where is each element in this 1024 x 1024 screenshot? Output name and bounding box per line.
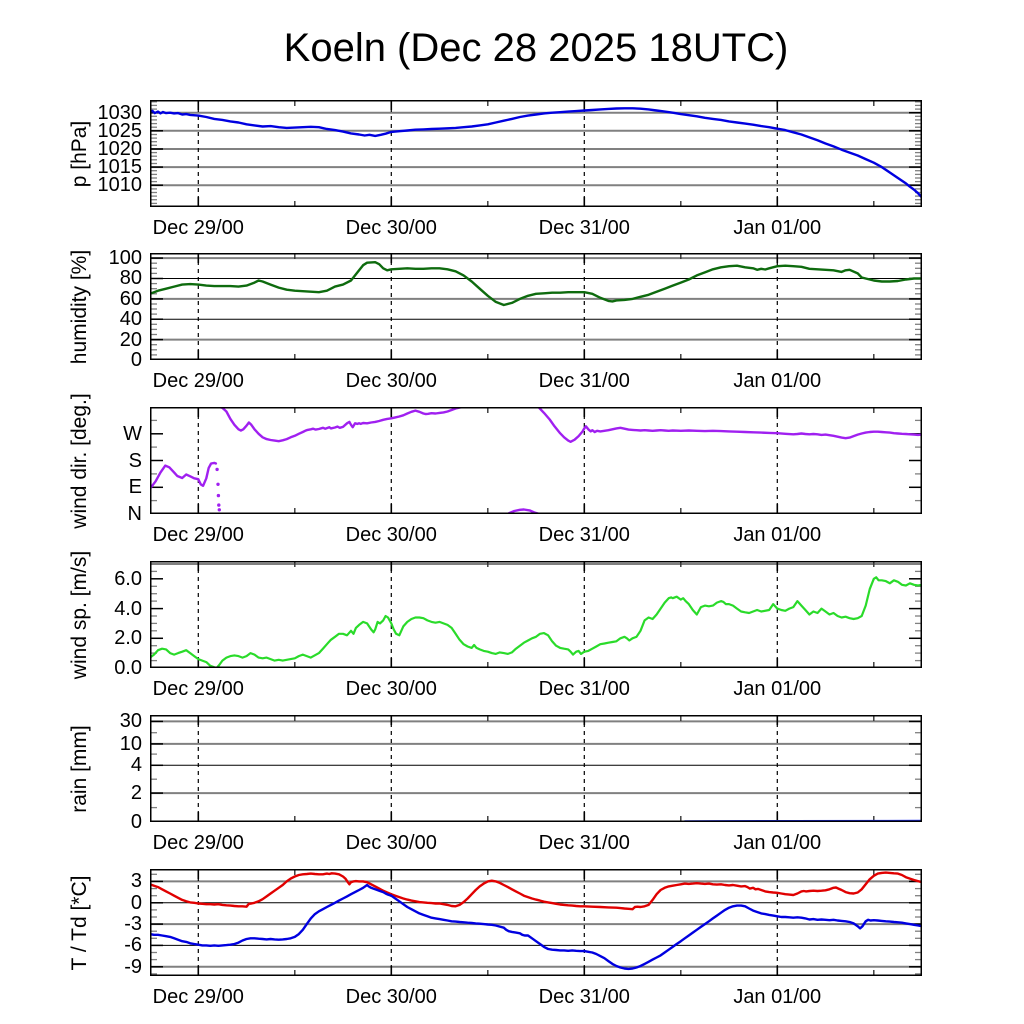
humidity-xtick-label: Dec 29/00 [152,370,244,392]
wind_dir-ytick-label: N [127,503,142,525]
pressure-axis-label: p [hPa] [68,120,91,187]
pressure-ytick-label: 1020 [97,137,142,160]
chart-title: Koeln (Dec 28 2025 18UTC) [283,26,789,70]
temperature-ytick-label: -9 [124,955,142,978]
humidity-ytick-label: 100 [108,247,142,270]
wind_dir-ytick-label: S [128,449,142,472]
wind_speed-xtick-label: Dec 29/00 [152,678,244,700]
rain-ytick-label: 10 [119,732,142,755]
temperature-axis-label: T / Td [*C] [68,875,91,970]
temperature-ytick-label: 0 [130,891,142,914]
humidity-ytick-label: 20 [119,328,142,351]
temperature-plot [150,869,922,976]
series-dot [215,468,218,471]
rain-axis-label: rain [mm] [68,724,91,813]
temperature-xtick-label: Jan 01/00 [733,986,822,1008]
wind_dir-plot [150,407,922,514]
panel-border [151,716,922,822]
series-wind-direction [538,407,922,442]
wind_speed-ytick-label: 0.0 [114,657,142,679]
humidity-xtick-label: Dec 31/00 [538,370,630,392]
series-dot [218,508,221,511]
temperature-ytick-label: -3 [124,913,142,936]
rain-xtick-label: Jan 01/00 [733,832,822,854]
pressure-plot [150,100,922,207]
temperature-ytick-label: -6 [124,934,142,957]
wind_speed-xtick-label: Jan 01/00 [733,678,822,700]
humidity-xtick-label: Dec 30/00 [345,370,437,392]
wind_dir-xtick-label: Dec 31/00 [538,524,630,546]
series-wind-speed [150,577,922,668]
pressure-xtick-label: Dec 31/00 [538,217,630,239]
rain-ytick-label: 4 [130,754,142,777]
temperature-ytick-label: 3 [130,870,142,893]
rain-plot [150,715,922,822]
wind_dir-xtick-label: Jan 01/00 [733,524,822,546]
rain-xtick-label: Dec 31/00 [538,832,630,854]
series-dot [216,483,219,486]
temperature-xtick-label: Dec 29/00 [152,986,244,1008]
humidity-xtick-label: Jan 01/00 [733,370,822,392]
humidity-plot [150,253,922,360]
wind_dir-ytick-label: W [123,422,142,445]
pressure-ytick-label: 1025 [97,119,142,142]
pressure-xtick-label: Dec 30/00 [345,217,437,239]
wind_dir-ytick-label: E [128,476,142,499]
temperature-xtick-label: Dec 30/00 [345,986,437,1008]
humidity-ytick-label: 40 [119,308,142,331]
pressure-ytick-label: 1030 [97,101,142,124]
series-dot [217,503,220,506]
rain-ytick-label: 2 [130,782,142,805]
rain-ytick-label: 30 [119,710,142,733]
pressure-ytick-label: 1010 [97,174,142,197]
humidity-axis-label: humidity [%] [68,249,91,364]
wind_speed-plot [150,561,922,668]
wind_speed-ytick-label: 6.0 [114,567,142,590]
series-wind-direction [150,463,216,489]
wind_speed-xtick-label: Dec 30/00 [345,678,437,700]
pressure-xtick-label: Jan 01/00 [733,217,822,239]
wind_speed-xtick-label: Dec 31/00 [538,678,630,700]
wind_dir-xtick-label: Dec 29/00 [152,524,244,546]
series-wind-direction [219,407,500,441]
rain-xtick-label: Dec 29/00 [152,832,244,854]
temperature-xtick-label: Dec 31/00 [538,986,630,1008]
panel-border [151,101,922,207]
wind_speed-ytick-label: 2.0 [114,627,142,650]
series-dot [217,494,220,497]
panel-border [151,870,922,976]
humidity-ytick-label: 0 [130,349,142,371]
panel-border [151,254,922,360]
rain-xtick-label: Dec 30/00 [345,832,437,854]
humidity-ytick-label: 60 [119,287,142,310]
humidity-ytick-label: 80 [119,267,142,290]
wind_speed-axis-label: wind sp. [m/s] [68,550,91,679]
panel-border [151,408,922,514]
wind_speed-ytick-label: 4.0 [114,597,142,620]
wind_dir-xtick-label: Dec 30/00 [345,524,437,546]
rain-ytick-label: 0 [130,811,142,833]
pressure-xtick-label: Dec 29/00 [152,217,244,239]
series-T [150,873,922,910]
wind_dir-axis-label: wind dir. [deg.] [68,392,91,529]
pressure-ytick-label: 1015 [97,156,142,179]
panel-border [151,562,922,668]
